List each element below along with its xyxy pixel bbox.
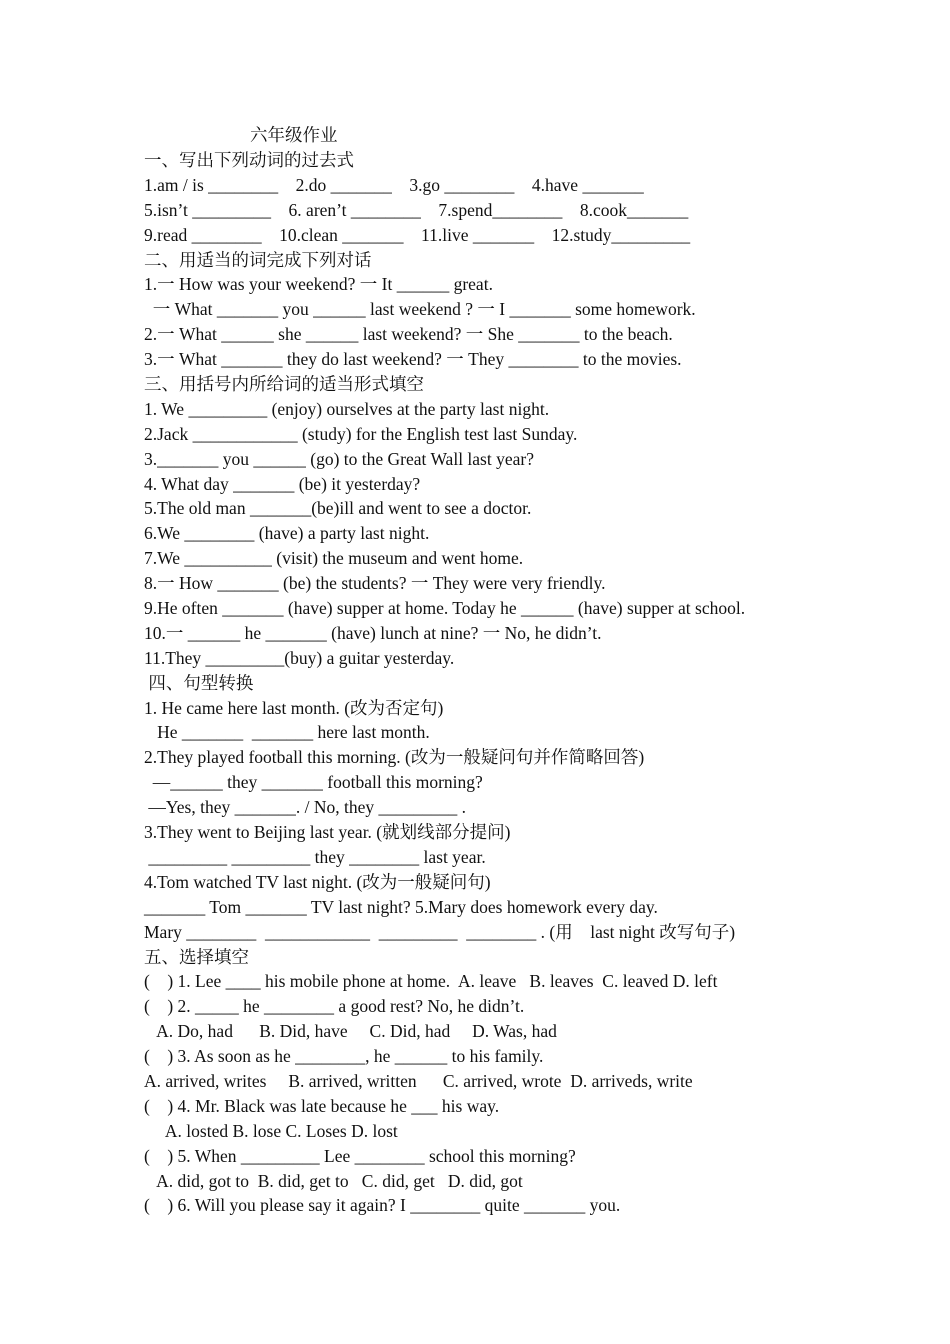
worksheet-line: 1.am / is ________ 2.do _______ 3.go ________ 4.have _______ (144, 174, 644, 195)
worksheet-line: _________ _________ they ________ last year. (144, 846, 486, 867)
worksheet-title: 六年级作业 (250, 125, 338, 145)
worksheet-line: 2.Jack ____________ (study) for the English test last Sunday. (144, 423, 578, 444)
worksheet-line: ( ) 1. Lee ____ his mobile phone at home. A. leave B. leaves C. leaved D. left (144, 971, 718, 992)
worksheet-line: 10.一 ______ he _______ (have) lunch at nine? 一 No, he didn’t. (144, 622, 602, 643)
worksheet-line: 一、写出下列动词的过去式 (144, 150, 354, 170)
worksheet-line: ( ) 2. _____ he ________ a good rest? No, he didn’t. (144, 996, 525, 1017)
worksheet-line: 7.We __________ (visit) the museum and went home. (144, 548, 524, 569)
worksheet-line: 1.一 How was your weekend? 一 It ______ great. (144, 274, 493, 295)
worksheet-line: 11.They _________(buy) a guitar yesterday. (144, 647, 455, 668)
worksheet-line: ( ) 6. Will you please say it again? I ________ quite _______ you. (144, 1195, 621, 1216)
worksheet-line: ( ) 5. When _________ Lee ________ school this morning? (144, 1145, 576, 1166)
worksheet-line: ( ) 4. Mr. Black was late because he ___ his way. (144, 1095, 500, 1116)
worksheet-line: —______ they _______ football this morning? (144, 772, 483, 793)
worksheet-line: A. losted B. lose C. Loses D. lost (144, 1120, 398, 1141)
worksheet-line: 2.一 What ______ she ______ last weekend? 一 She _______ to the beach. (144, 324, 673, 345)
worksheet-line: Mary ________ ____________ _________ ________ . (用 last night 改写句子) (144, 921, 736, 942)
worksheet-line: —Yes, they _______. / No, they _________ . (144, 797, 466, 818)
worksheet-line: 9.read ________ 10.clean _______ 11.live _______ 12.study_________ (144, 224, 691, 245)
worksheet-line: _______ Tom _______ TV last night? 5.Mary does homework every day. (144, 896, 658, 917)
worksheet-line: 二、用适当的词完成下列对话 (144, 249, 372, 270)
worksheet-line: 4.Tom watched TV last night. (改为一般疑问句) (144, 871, 491, 892)
worksheet-line: 3._______ you ______ (go) to the Great Wall last year? (144, 448, 534, 469)
worksheet-line: 5.isn’t _________ 6. aren’t ________ 7.spend________ 8.cook_______ (144, 199, 689, 220)
worksheet-line: He _______ _______ here last month. (144, 722, 430, 743)
worksheet-line: 3.They went to Beijing last year. (就划线部分提问) (144, 822, 511, 843)
worksheet-line: ( ) 3. As soon as he ________, he ______ to his family. (144, 1046, 544, 1067)
worksheet-line: 五、选择填空 (144, 946, 249, 967)
worksheet-line: A. did, got to B. did, get to C. did, get D. did, got (144, 1170, 523, 1191)
worksheet-line: 三、用括号内所给词的适当形式填空 (144, 374, 424, 395)
worksheet-line: A. Do, had B. Did, have C. Did, had D. Was, had (144, 1021, 557, 1042)
worksheet-line: 2.They played football this morning. (改为一般疑问句并作简略回答) (144, 747, 645, 768)
worksheet-line: 四、句型转换 (144, 672, 254, 693)
worksheet-line: 1. We _________ (enjoy) ourselves at the party last night. (144, 398, 550, 419)
worksheet-line: 一 What _______ you ______ last weekend ? 一 I _______ some homework. (144, 299, 696, 320)
worksheet-line: 8.一 How _______ (be) the students? 一 They were very friendly. (144, 573, 606, 594)
worksheet-line: 4. What day _______ (be) it yesterday? (144, 473, 421, 494)
worksheet-body (144, 148, 864, 1218)
worksheet-line: 9.He often _______ (have) supper at home. Today he ______ (have) supper at school. (144, 598, 746, 619)
worksheet-line: 3.一 What _______ they do last weekend? 一 They ________ to the movies. (144, 349, 682, 370)
worksheet-line: 1. He came here last month. (改为否定句) (144, 697, 444, 718)
worksheet-line: A. arrived, writes B. arrived, written C. arrived, wrote D. arriveds, write (144, 1070, 693, 1091)
worksheet-line: 6.We ________ (have) a party last night. (144, 523, 430, 544)
worksheet-line: 5.The old man _______(be)ill and went to see a doctor. (144, 498, 532, 519)
